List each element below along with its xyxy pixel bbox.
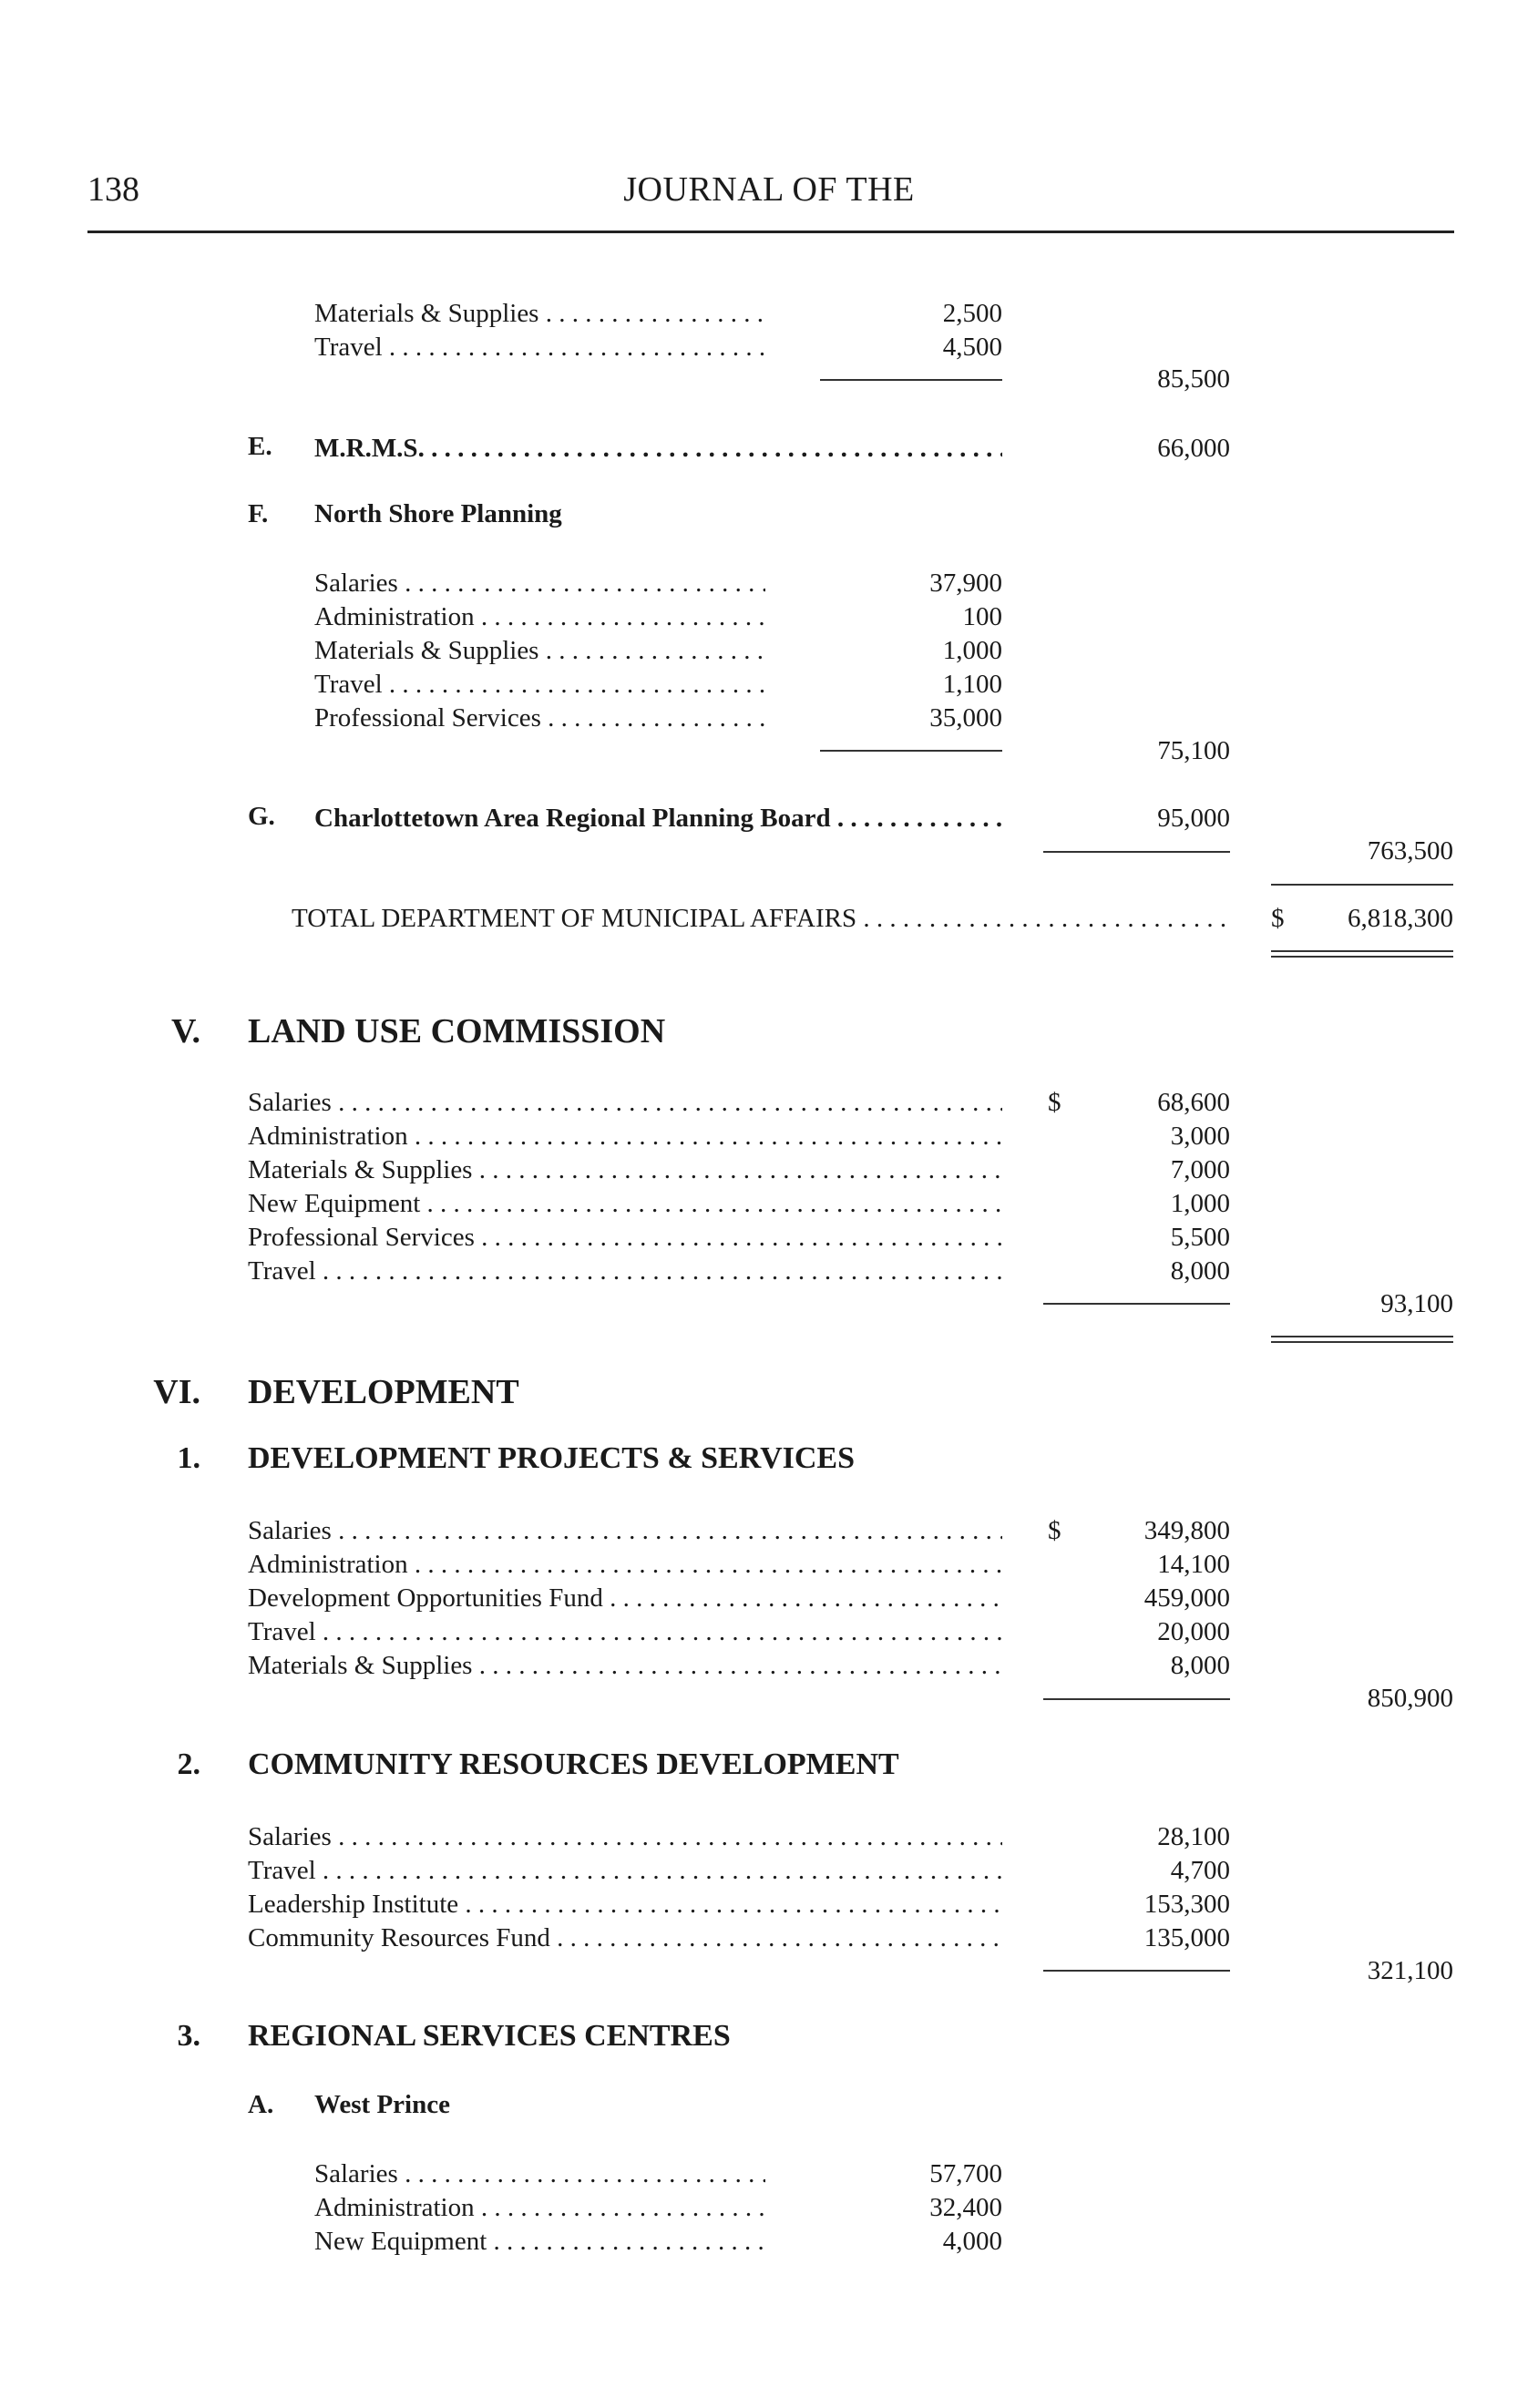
subsection-2-total: 321,100 bbox=[1367, 1956, 1453, 1985]
section-e-total: 66,000 bbox=[1157, 434, 1230, 463]
section-letter: A. bbox=[248, 2090, 274, 2119]
currency-sign: $ bbox=[1271, 904, 1285, 933]
item-value: 20,000 bbox=[1157, 1617, 1230, 1646]
subtotal-value: 85,500 bbox=[1157, 364, 1230, 394]
list-item: Travel . . . bbox=[314, 331, 765, 364]
subsection-3-title: REGIONAL SERVICES CENTRES bbox=[248, 2019, 731, 2053]
item-value: 28,100 bbox=[1157, 1822, 1230, 1851]
list-item: Salaries . . . bbox=[248, 1820, 1002, 1853]
subtotal-rule bbox=[1043, 851, 1230, 853]
item-value: 1,000 bbox=[942, 636, 1002, 665]
section-v-total: 93,100 bbox=[1380, 1289, 1453, 1318]
list-item: Leadership Institute . . . bbox=[248, 1888, 1002, 1921]
section-letter: G. bbox=[248, 802, 275, 831]
item-value: 14,100 bbox=[1157, 1550, 1230, 1579]
item-value: 4,700 bbox=[1170, 1856, 1230, 1885]
header-rule bbox=[87, 231, 1454, 233]
double-rule bbox=[1271, 950, 1453, 958]
subsection-2-title: COMMUNITY RESOURCES DEVELOPMENT bbox=[248, 1747, 899, 1781]
page-title: JOURNAL OF THE bbox=[623, 170, 915, 209]
item-value: 1,000 bbox=[1170, 1189, 1230, 1218]
list-item: Travel . . . bbox=[248, 1255, 1002, 1287]
subtotal-rule bbox=[1043, 1698, 1230, 1700]
section-vi-title: DEVELOPMENT bbox=[248, 1373, 519, 1411]
list-item: Materials & Supplies . . . bbox=[248, 1153, 1002, 1186]
list-item: Administration . . . bbox=[248, 1120, 1002, 1153]
item-value: 2,500 bbox=[942, 299, 1002, 328]
list-item: Professional Services . . . bbox=[248, 1221, 1002, 1254]
currency-sign: $ bbox=[1048, 1516, 1061, 1545]
page-number: 138 bbox=[87, 170, 139, 209]
item-value: 153,300 bbox=[1143, 1890, 1230, 1919]
section-g-total: 95,000 bbox=[1157, 804, 1230, 833]
list-item: Professional Services . . . bbox=[314, 702, 765, 734]
list-item: Administration . . . bbox=[314, 2191, 765, 2224]
list-item: New Equipment . . . bbox=[314, 2225, 765, 2258]
section-v-title: LAND USE COMMISSION bbox=[248, 1012, 666, 1050]
list-item: Salaries . . . bbox=[314, 2157, 765, 2190]
subtotal-rule bbox=[820, 379, 1002, 381]
currency-sign: $ bbox=[1048, 1088, 1061, 1117]
section-letter: E. bbox=[248, 432, 272, 461]
section-numeral: VI. bbox=[153, 1373, 200, 1411]
list-item: Travel . . . bbox=[248, 1615, 1002, 1648]
list-item: Administration . . . bbox=[248, 1548, 1002, 1581]
item-value: 35,000 bbox=[929, 703, 1002, 733]
item-value: 100 bbox=[962, 602, 1002, 631]
west-prince-title: West Prince bbox=[314, 2090, 450, 2119]
section-letter: F. bbox=[248, 499, 269, 528]
item-value: 57,700 bbox=[929, 2159, 1002, 2188]
item-value: 5,500 bbox=[1170, 1223, 1230, 1252]
section-numeral: V. bbox=[170, 1012, 200, 1050]
list-item: Travel . . . bbox=[248, 1854, 1002, 1887]
item-value: 4,000 bbox=[942, 2227, 1002, 2256]
subtotal-rule bbox=[820, 750, 1002, 752]
list-item: Community Resources Fund . . . bbox=[248, 1921, 1002, 1954]
subtotal-rule bbox=[1043, 1970, 1230, 1972]
total-rule bbox=[1271, 884, 1453, 886]
item-value: 1,100 bbox=[942, 670, 1002, 699]
list-item: Salaries . . . bbox=[314, 567, 765, 599]
dept-total-row: TOTAL DEPARTMENT OF MUNICIPAL AFFAIRS . . . bbox=[292, 902, 1230, 935]
item-value: 8,000 bbox=[1170, 1256, 1230, 1286]
subsection-number: 1. bbox=[177, 1441, 200, 1475]
item-value: 7,000 bbox=[1170, 1155, 1230, 1184]
subsection-1-total: 850,900 bbox=[1367, 1684, 1453, 1713]
list-item: Administration . . . bbox=[314, 600, 765, 633]
section-g-row: Charlottetown Area Regional Planning Board . . . bbox=[314, 802, 1002, 835]
dept-total-value: 6,818,300 bbox=[1348, 904, 1453, 933]
group-total: 763,500 bbox=[1367, 836, 1453, 866]
list-item: Salaries . . . bbox=[248, 1514, 1002, 1547]
list-item: Salaries . . . bbox=[248, 1086, 1002, 1119]
subsection-number: 2. bbox=[177, 1747, 200, 1781]
subtotal-value: 75,100 bbox=[1157, 736, 1230, 765]
item-value: 459,000 bbox=[1143, 1583, 1230, 1613]
subsection-1-title: DEVELOPMENT PROJECTS & SERVICES bbox=[248, 1441, 856, 1475]
item-value: 32,400 bbox=[929, 2193, 1002, 2222]
double-rule bbox=[1271, 1336, 1453, 1343]
item-value: 135,000 bbox=[1143, 1923, 1230, 1952]
list-item: Development Opportunities Fund . . . bbox=[248, 1582, 1002, 1614]
item-value: 8,000 bbox=[1170, 1651, 1230, 1680]
item-value: 37,900 bbox=[929, 569, 1002, 598]
section-e-row: M.R.M.S. . . . bbox=[314, 432, 1002, 465]
list-item: Travel . . . bbox=[314, 668, 765, 701]
list-item: Materials & Supplies . . . bbox=[248, 1649, 1002, 1682]
subsection-number: 3. bbox=[177, 2019, 200, 2053]
list-item: Materials & Supplies . . . bbox=[314, 634, 765, 667]
item-value: 4,500 bbox=[942, 333, 1002, 362]
item-value: 68,600 bbox=[1157, 1088, 1230, 1117]
subtotal-rule bbox=[1043, 1303, 1230, 1305]
list-item: Materials & Supplies . . . bbox=[314, 297, 765, 330]
section-f-title: North Shore Planning bbox=[314, 499, 562, 528]
item-value: 349,800 bbox=[1143, 1516, 1230, 1545]
list-item: New Equipment . . . bbox=[248, 1187, 1002, 1220]
item-value: 3,000 bbox=[1170, 1122, 1230, 1151]
